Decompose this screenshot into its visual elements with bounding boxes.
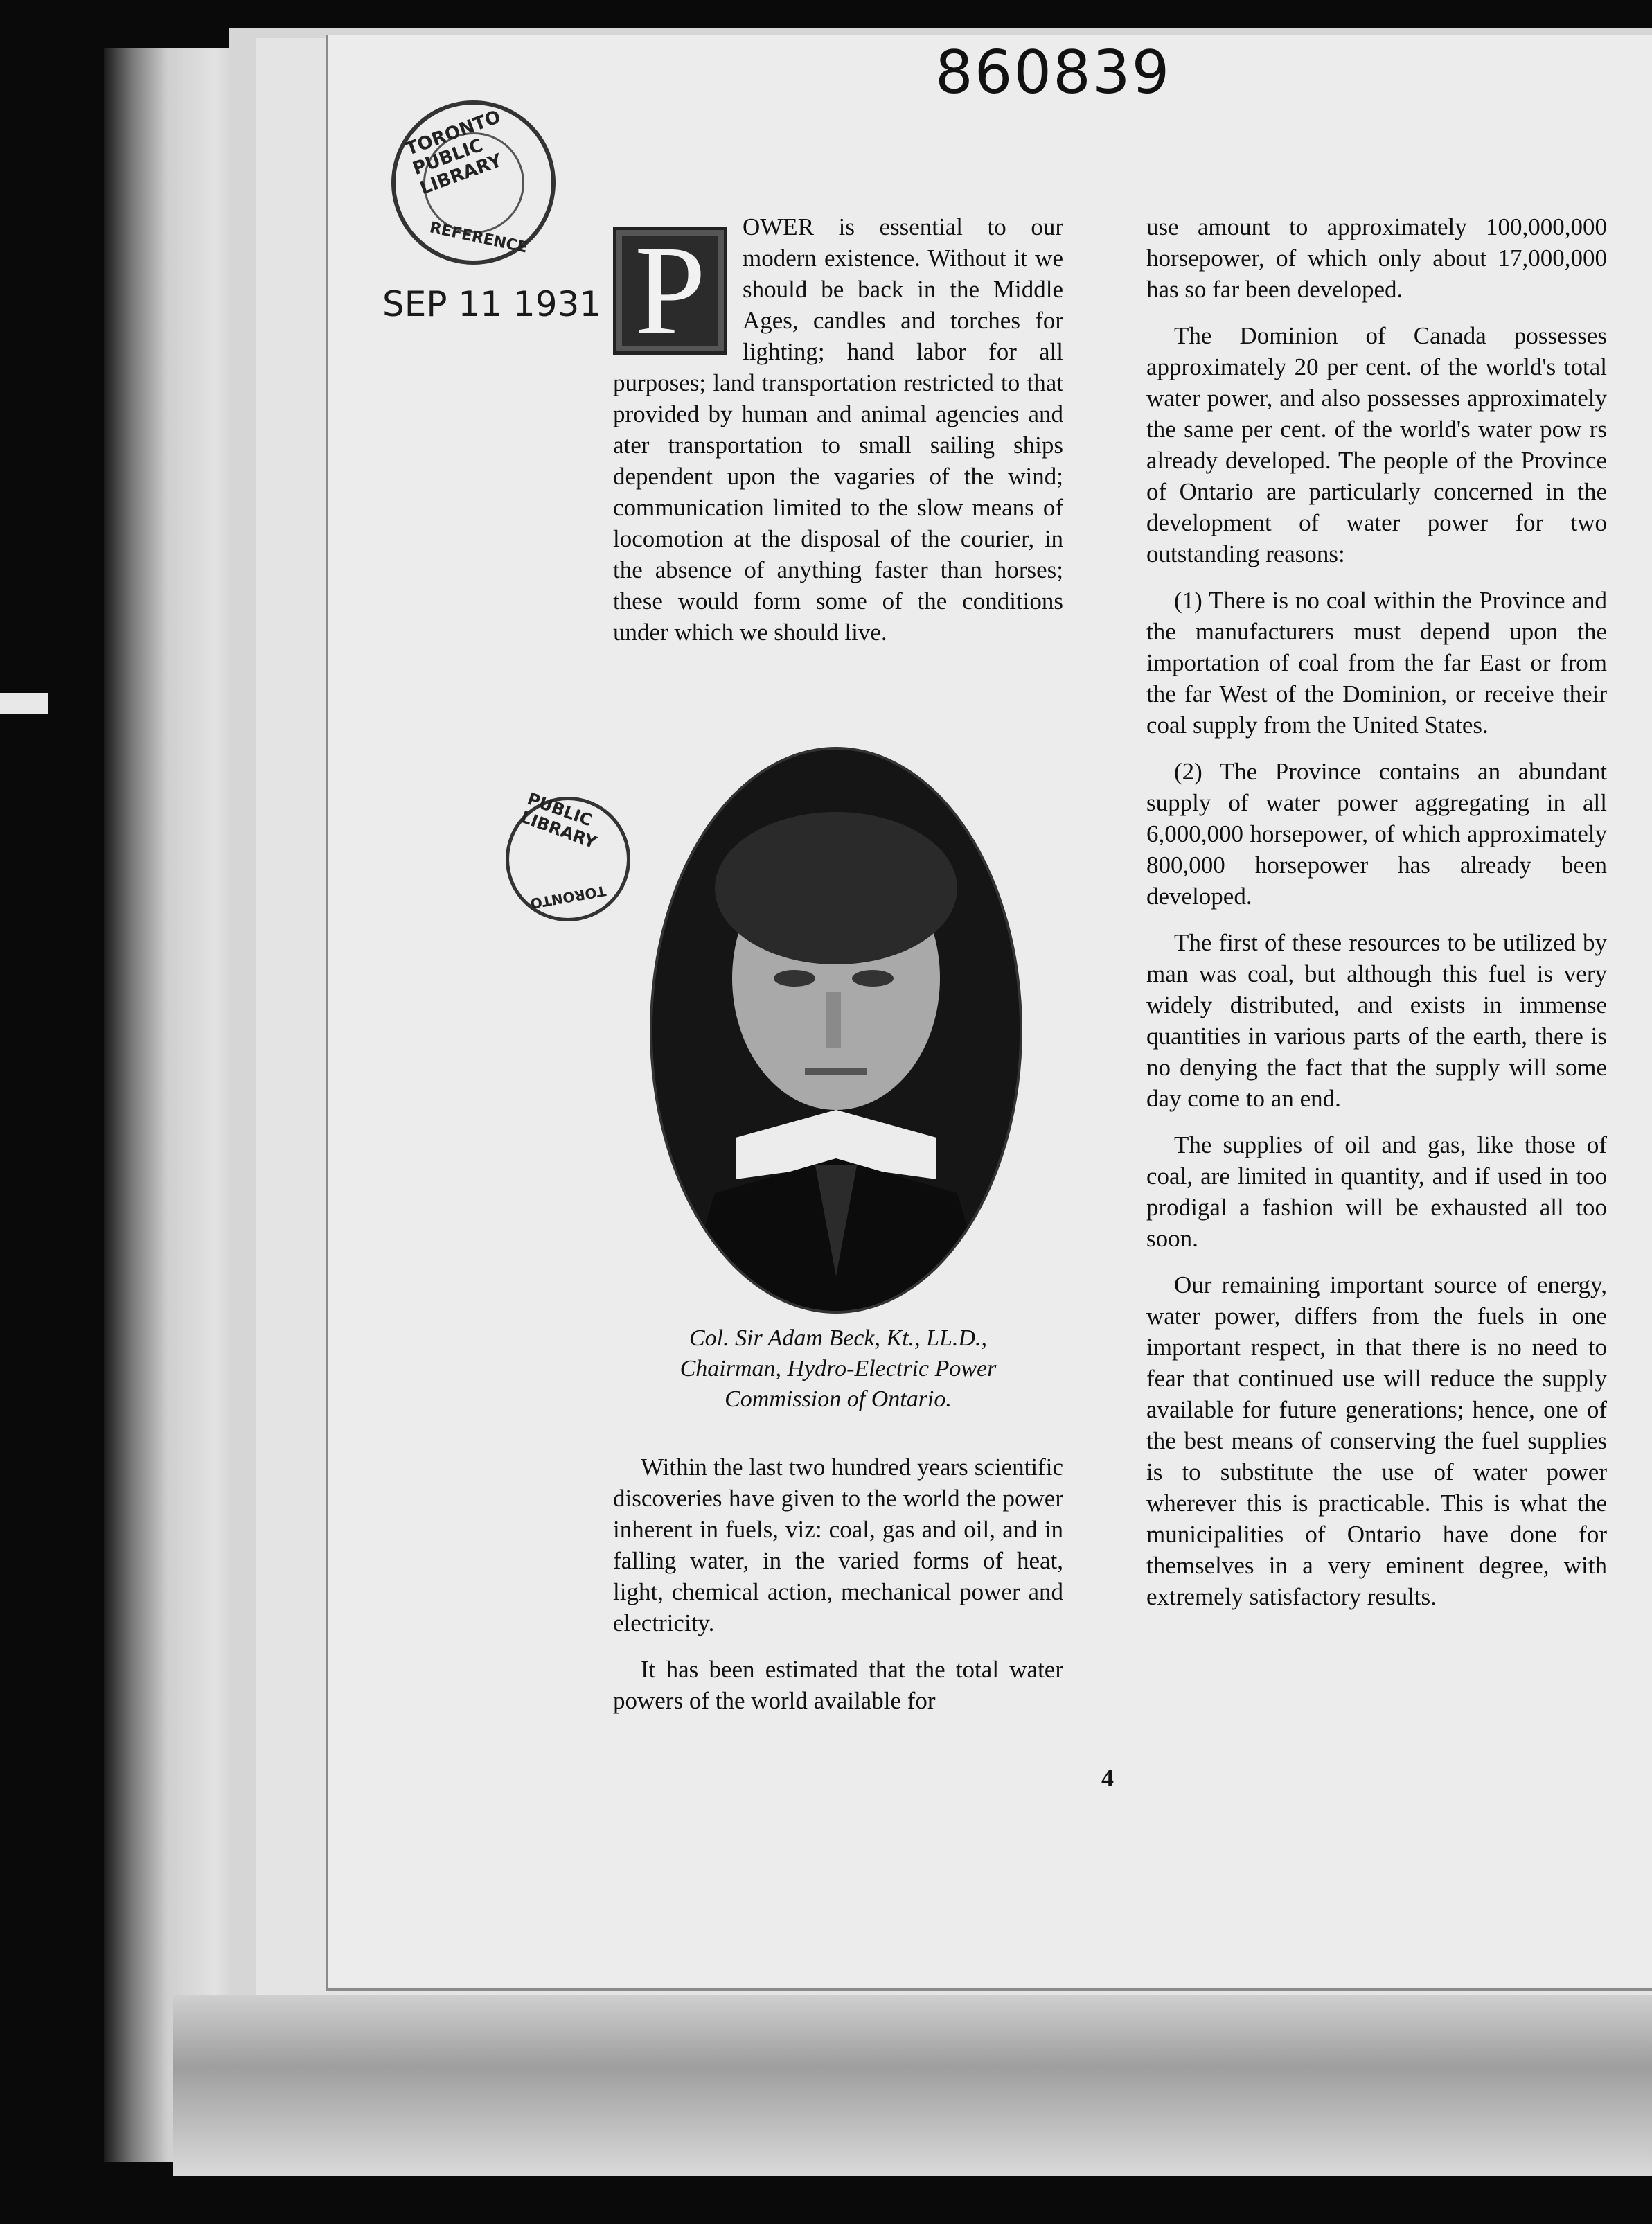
page-number: 4 — [1101, 1764, 1114, 1792]
caption-line-2: Chairman, Hydro-Electric Power — [680, 1356, 997, 1382]
paragraph: Within the last two hundred years scientific discoveries have given to the world the power inherent in fuels, viz: coal, gas and oil, and in falling water, in the varied forms of heat, light, chemical action, mechanical power and electricity. — [613, 1454, 1063, 1636]
paragraph: The Dominion of Canada possesses approximately 20 per cent. of the world's total water power, and also possesses approximately the same per cent. of the world's water pow rs already developed. The people of the Province of Ontario are particularly concerned in the development of water power for two outstanding reasons: — [1146, 322, 1607, 567]
reference-stamp — [391, 100, 556, 265]
paragraph: use amount to approximately 100,000,000 horsepower, of which only about 17,000,000 has so far been developed. — [1146, 213, 1607, 303]
drop-cap: P — [613, 227, 727, 355]
portrait-caption — [596, 1323, 1081, 1415]
portrait-photo — [650, 747, 1022, 1314]
paragraph: The supplies of oil and gas, like those of coal, are limited in quantity, and if used in too prodigal a fashion will be exhausted all too soon. — [1146, 1131, 1607, 1252]
library-stamp-bottom-text: TORONTO — [529, 882, 607, 912]
binder-clip — [0, 693, 48, 714]
library-stamp — [506, 788, 630, 921]
paragraph: The first of these resources to be utilized by man was coal, but although this fuel is very widely distributed, and exists in immense quantities in various parts of the earth, there is no denying the fact that the supply will some day come to an end. — [1146, 929, 1607, 1112]
reference-stamp-bottom-text: REFERENCE — [427, 219, 529, 257]
library-stamp-top-text: PUBLIC LIBRARY — [518, 788, 599, 853]
accession-number: 860839 — [935, 38, 1171, 107]
reference-stamp-top-text: TORONTO PUBLIC LIBRARY — [402, 106, 505, 200]
caption-line-3: Commission of Ontario. — [725, 1386, 952, 1412]
paragraph: (1) There is no coal within the Province and the manufacturers must depend upon the importation of coal from the far East or from the far West of the Dominion, or receive their coal supply from the United States. — [1146, 587, 1607, 739]
paragraph: Our remaining important source of energy, water power, differs from the fuels in one important respect, in that there is no need to fear that continued use will reduce the supply available for future generations; hence, one of the best means of conserving the fuel supplies is to substitute the use of water power wherever this is practicable. This is what the municipalities of Ontario have done for themselves in a very eminent degree, with extremely satisfactory results. — [1146, 1271, 1607, 1610]
portrait-image — [652, 750, 1020, 1311]
paragraph: It has been estimated that the total water powers of the world available for — [613, 1656, 1063, 1714]
bottom-fold — [173, 1995, 1652, 2176]
paragraph: (2) The Province contains an abundant supply of water power aggregating in all 6,000,000 horsepower, of which approximately 800,000 horsepower has already been developed. — [1146, 758, 1607, 910]
left-column-top — [613, 211, 1063, 663]
right-column — [1146, 211, 1607, 1627]
date-stamp: SEP 11 1931 — [382, 284, 602, 324]
intro-paragraph: OWER is essential to our modern existence. Without it we should be back in the Middle Ages, candles and torches for lighting; hand labor for all purposes; land transportation restricted to that provided by human and animal agencies and ater transportation to small sailing ships dependent upon the vagaries of the wind; communication limited to the slow means of locomotion at the disposal of the courier, in the absence of anything faster than horses; these would form some of the conditions under which we should live. — [613, 213, 1063, 646]
left-column-bottom — [613, 1451, 1063, 1731]
caption-line-1: Col. Sir Adam Beck, Kt., LL.D., — [689, 1325, 988, 1351]
